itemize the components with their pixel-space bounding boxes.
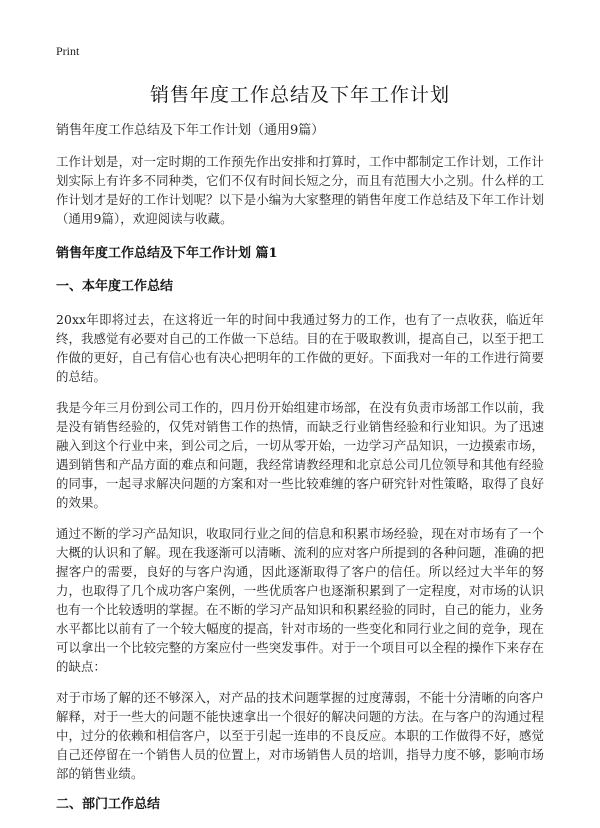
section-heading-2: 二、部门工作总结 (56, 797, 161, 812)
print-link[interactable]: Print (56, 44, 80, 58)
document-title: 销售年度工作总结及下年工作计划 (149, 84, 450, 106)
document-body (56, 152, 544, 828)
body-paragraph-3: 通过不断的学习产品知识，收取同行业之间的信息和积累市场经验，现在对市场有了一个大概的认识和了解。现在我逐渐可以清晰、流利的应对客户所提到的各种问题，准确的把握客户的需要，良好的与客户沟通，因此逐渐取得了客户的信任。所以经过大半年的努力，也取得了几个成功客户案例，一些优质客户也逐渐积累到了一定程度，对市场的认识也有一个比较透明的掌握。在不断的学习产品知识和积累经验的同时，自己的能力，业务水平都比以前有了一个较大幅度的提高，针对市场的一些变化和同行业之间的竞争，现在可以拿出一个比较完整的方案应付一些突发事件。对于一个项目可以全程的操作下来存在的缺点： (56, 526, 544, 674)
section-heading-1: 一、本年度工作总结 (56, 279, 174, 294)
intro-paragraph: 工作计划是，对一定时期的工作预先作出安排和打算时，工作中都制定工作计划，工作计划实际上有许多不同种类，它们不仅有时间长短之分，而且有范围大小之别。什么样的工作计划才是好的工作计划呢？以下是小编为大家整理的销售年度工作总结及下年工作计划（通用9篇），欢迎阅读与收藏。 (56, 154, 544, 226)
article-heading: 销售年度工作总结及下年工作计划 篇1 (56, 246, 278, 261)
body-paragraph-4: 对于市场了解的还不够深入，对产品的技术问题掌握的过度薄弱，不能十分清晰的向客户解释，对于一些大的问题不能快速拿出一个很好的解决问题的方法。在与客户的沟通过程中，过分的依赖和相信客户，以至于引起一连串的不良反应。本职的工作做得不好，感觉自己还停留在一个销售人员的位置上，对市场销售人员的培训，指导力度不够，影响市场部的销售业绩。 (56, 690, 544, 781)
document-subtitle: 销售年度工作总结及下年工作计划（通用9篇） (56, 123, 325, 138)
body-paragraph-1: 20xx年即将过去，在这将近一年的时间中我通过努力的工作，也有了一点收获，临近年终，我感觉有必要对自己的工作做一下总结。目的在于吸取教训，提高自己，以至于把工作做的更好，自己有信心也有决心把明年的工作做的更好。下面我对一年的工作进行简要的总结。 (56, 312, 544, 384)
body-paragraph-2: 我是今年三月份到公司工作的，四月份开始组建市场部，在没有负责市场部工作以前，我是没有销售经验的，仅凭对销售工作的热情，而缺乏行业销售经验和行业知识。为了迅速融入到这个行业中来，到公司之后，一切从零开始，一边学习产品知识，一边摸索市场，遇到销售和产品方面的难点和问题，我经常请教经理和北京总公司几位领导和其他有经验的同事，一起寻求解决问题的方案和对一些比较难缠的客户研究针对性策略，取得了良好的效果。 (56, 400, 544, 510)
